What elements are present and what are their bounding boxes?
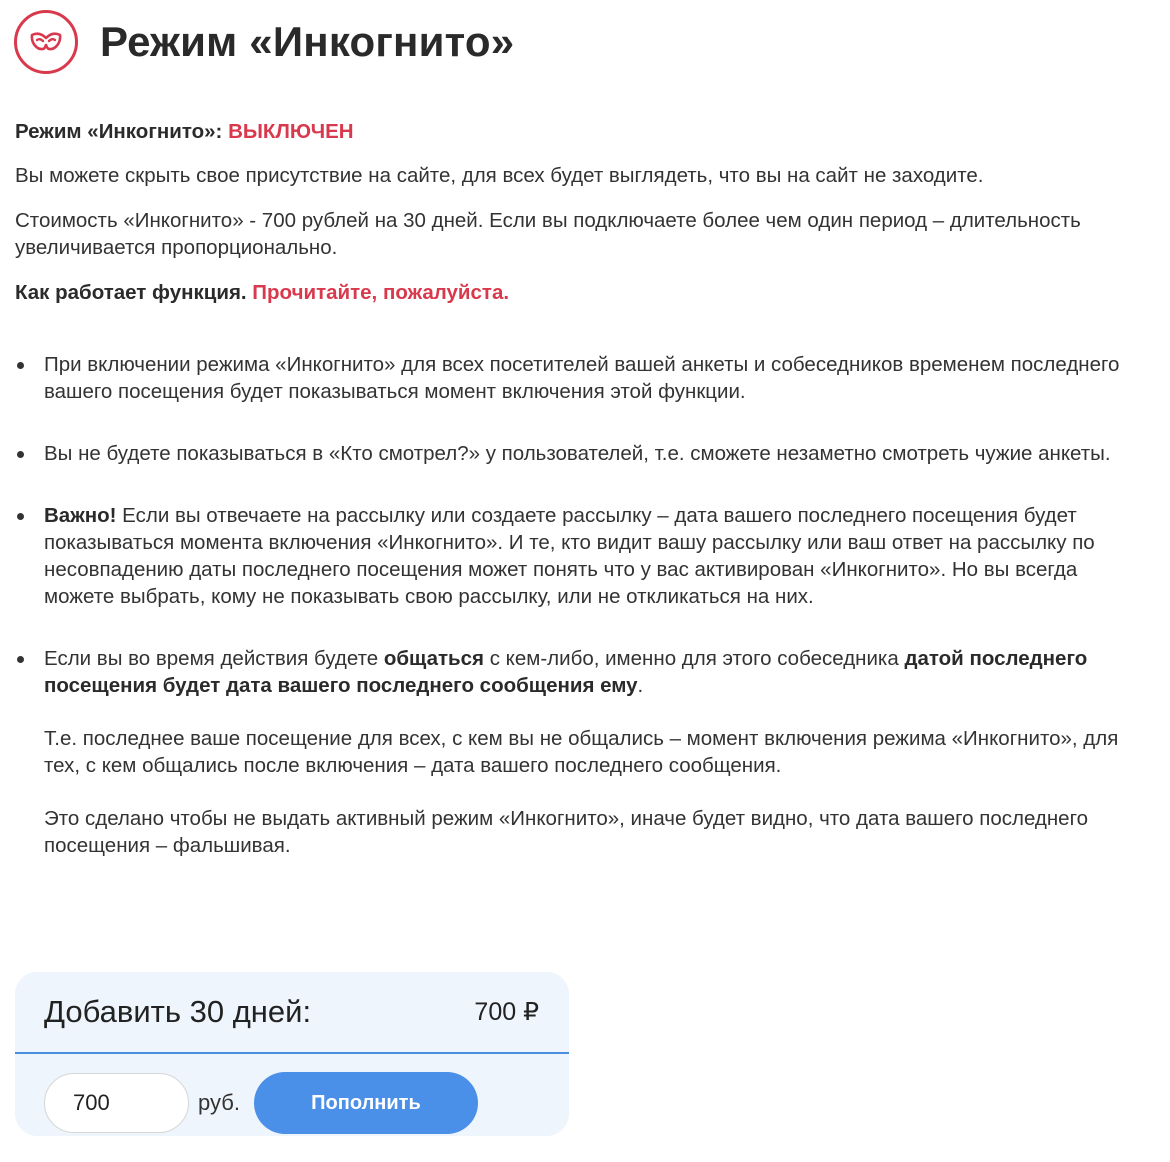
currency-label: руб. bbox=[198, 1090, 240, 1115]
purchase-title: Добавить 30 дней: bbox=[44, 994, 312, 1029]
rule-bold-last-visit: датой последнего посещения будет дата вашего последнего сообщения ему bbox=[44, 647, 1088, 697]
list-item bbox=[15, 502, 1145, 610]
page-title: Режим «Инкогнито» bbox=[100, 18, 515, 65]
rule-text-1: При включении режима «Инкогнито» для всех посетителей вашей анкеты и собеседников временем последнего вашего посещения будет показываться момент включения этой функции. bbox=[44, 353, 1120, 403]
how-it-works bbox=[15, 279, 1145, 306]
status-label: Режим «Инкогнито»: bbox=[15, 120, 229, 143]
purchase-form bbox=[15, 1054, 569, 1134]
purchase-card bbox=[15, 972, 569, 1136]
pricing-text: Стоимость «Инкогнито» - 700 рублей на 30 дней. Если вы подключаете более чем один период – длительность увеличивается пропорционально. bbox=[15, 209, 1081, 259]
status-badge: ВЫКЛЮЧЕН bbox=[228, 120, 354, 143]
purchase-card-header bbox=[15, 972, 569, 1054]
rule-text-4b: с кем-либо, именно для этого собеседника bbox=[484, 647, 905, 670]
purchase-price: 700 ₽ bbox=[474, 998, 539, 1026]
read-please-link[interactable]: Прочитайте, пожалуйста. bbox=[252, 281, 510, 304]
rule-subtext-1: Т.е. последнее ваше посещение для всех, с кем вы не общались – момент включения режима «Инкогнито», для тех, с кем общались после включения – дата вашего последнего сообщения. bbox=[44, 727, 1119, 777]
top-up-button[interactable]: Пополнить bbox=[254, 1072, 478, 1134]
amount-input[interactable] bbox=[44, 1073, 189, 1133]
important-label: Важно! bbox=[44, 504, 117, 527]
list-item bbox=[15, 440, 1145, 467]
list-item bbox=[15, 645, 1145, 859]
list-item bbox=[15, 351, 1145, 405]
page-header bbox=[14, 10, 514, 74]
status-line bbox=[15, 118, 1145, 145]
rule-text-4c: . bbox=[637, 674, 644, 697]
rule-bold-communicate: общаться bbox=[383, 647, 484, 670]
rule-text-4a: Если вы во время действия будете bbox=[44, 647, 384, 670]
how-it-works-label: Как работает функция. bbox=[15, 281, 253, 304]
mask-icon bbox=[14, 10, 78, 74]
rule-subtext-2: Это сделано чтобы не выдать активный режим «Инкогнито», иначе будет видно, что дата вашего последнего посещения – фальшивая. bbox=[44, 807, 1089, 857]
rules-list bbox=[15, 351, 1145, 859]
main-content bbox=[15, 118, 1145, 894]
rule-text-3: Если вы отвечаете на рассылку или создаете рассылку – дата вашего последнего посещения будет показываться момента включения «Инкогнито». И те, кто видит вашу рассылку или ваш ответ на рассылку по несовпадению даты последнего посещения может понять что у вас активирован «Инкогнито». Но вы всегда можете выбрать, кому не показывать свою рассылку, или не откликаться на них. bbox=[44, 504, 1095, 608]
intro-text: Вы можете скрыть свое присутствие на сайте, для всех будет выглядеть, что вы на сайт не заходите. bbox=[15, 164, 984, 187]
rule-text-2: Вы не будете показываться в «Кто смотрел?» у пользователей, т.е. сможете незаметно смотреть чужие анкеты. bbox=[44, 442, 1111, 465]
